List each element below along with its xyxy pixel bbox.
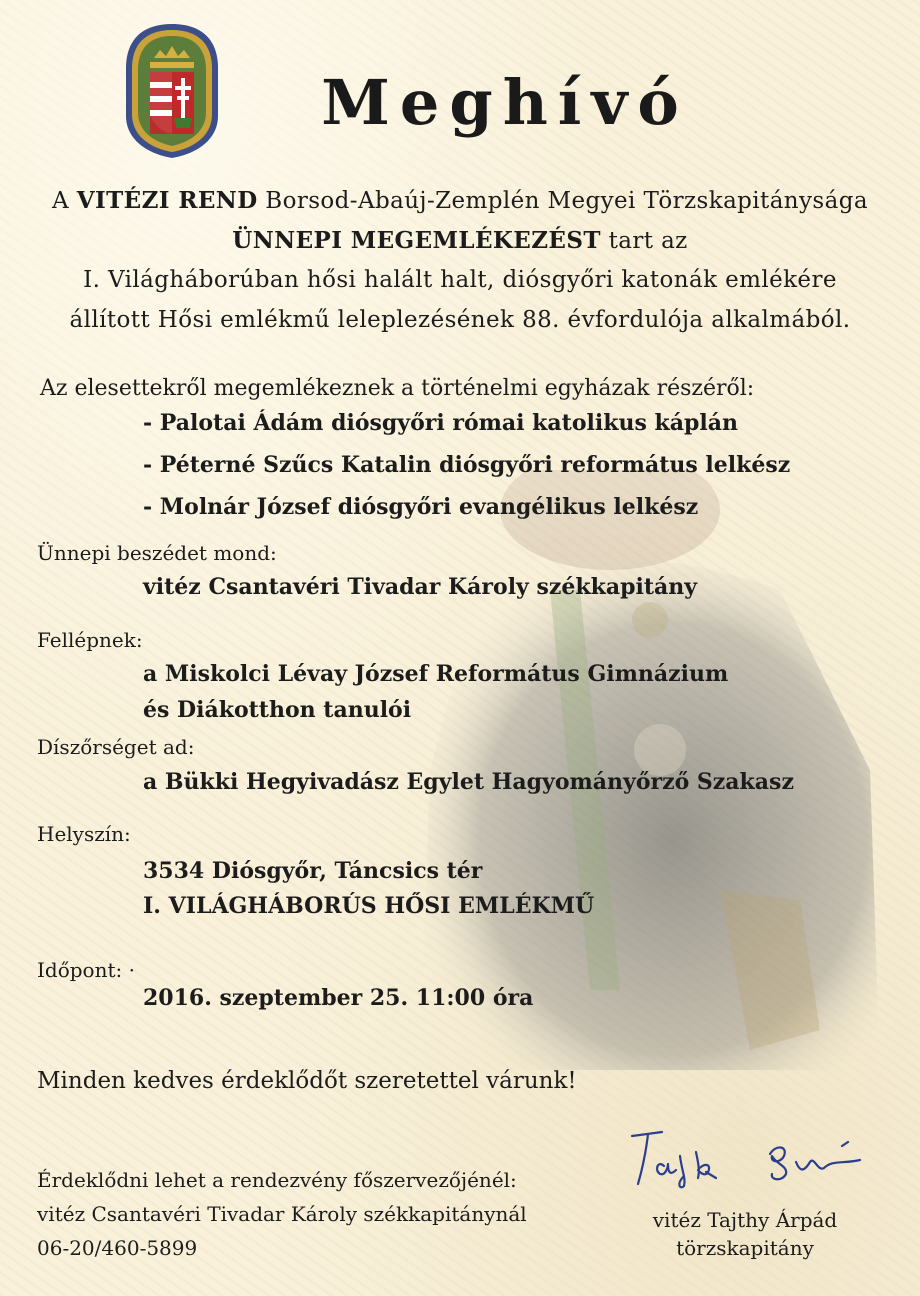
location-label: Helyszín: <box>37 822 131 846</box>
clergy-item: - Palotai Ádám diósgyőri római katolikus káplán <box>143 410 738 436</box>
honor-guard-label: Díszőrséget ad: <box>37 735 195 759</box>
intro-line-2: ÜNNEPI MEGEMLÉKEZÉST tart az <box>232 227 688 254</box>
event-datetime: 2016. szeptember 25. 11:00 óra <box>143 985 534 1011</box>
contact-line-2: vitéz Csantavéri Tivadar Károly székkapitánynál <box>37 1202 527 1226</box>
welcome-message: Minden kedves érdeklődőt szeretettel várunk! <box>37 1068 577 1094</box>
contact-line-1: Érdeklődni lehet a rendezvény főszervezőjénél: <box>37 1168 517 1192</box>
location-address: 3534 Diósgyőr, Táncsics tér <box>143 858 483 884</box>
performers-line-1: a Miskolci Lévay József Református Gimnázium <box>143 661 729 687</box>
clergy-heading: Az elesettekről megemlékeznek a történelmi egyházak részéről: <box>40 376 755 401</box>
signer-role: törzskapitány <box>676 1236 814 1260</box>
time-label: Időpont: · <box>37 958 135 982</box>
speech-speaker: vitéz Csantavéri Tivadar Károly székkapitány <box>143 574 698 600</box>
intro-line-1: A VITÉZI REND Borsod-Abaúj-Zemplén Megyei Törzskapitánysága <box>52 187 868 214</box>
clergy-item: - Péterné Szűcs Katalin diósgyőri református lelkész <box>143 452 791 478</box>
page-title: Meghívó <box>321 66 689 139</box>
signer-name: vitéz Tajthy Árpád <box>652 1208 838 1232</box>
performers-line-2: és Diákotthon tanulói <box>143 697 412 723</box>
handwritten-signature <box>620 1126 870 1190</box>
performers-label: Fellépnek: <box>37 628 143 652</box>
intro-line-3: I. Világháborúban hősi halált halt, diósgyőri katonák emlékére <box>83 267 837 293</box>
speech-label: Ünnepi beszédet mond: <box>37 541 277 565</box>
honor-guard-value: a Bükki Hegyivadász Egylet Hagyományőrző Szakasz <box>143 769 794 795</box>
contact-phone: 06-20/460-5899 <box>37 1236 198 1260</box>
intro-line-4: állított Hősi emlékmű leleplezésének 88. évfordulója alkalmából. <box>69 307 851 333</box>
clergy-item: - Molnár József diósgyőri evangélikus lelkész <box>143 494 699 520</box>
location-memorial: I. VILÁGHÁBORÚS HŐSI EMLÉKMŰ <box>143 893 595 919</box>
